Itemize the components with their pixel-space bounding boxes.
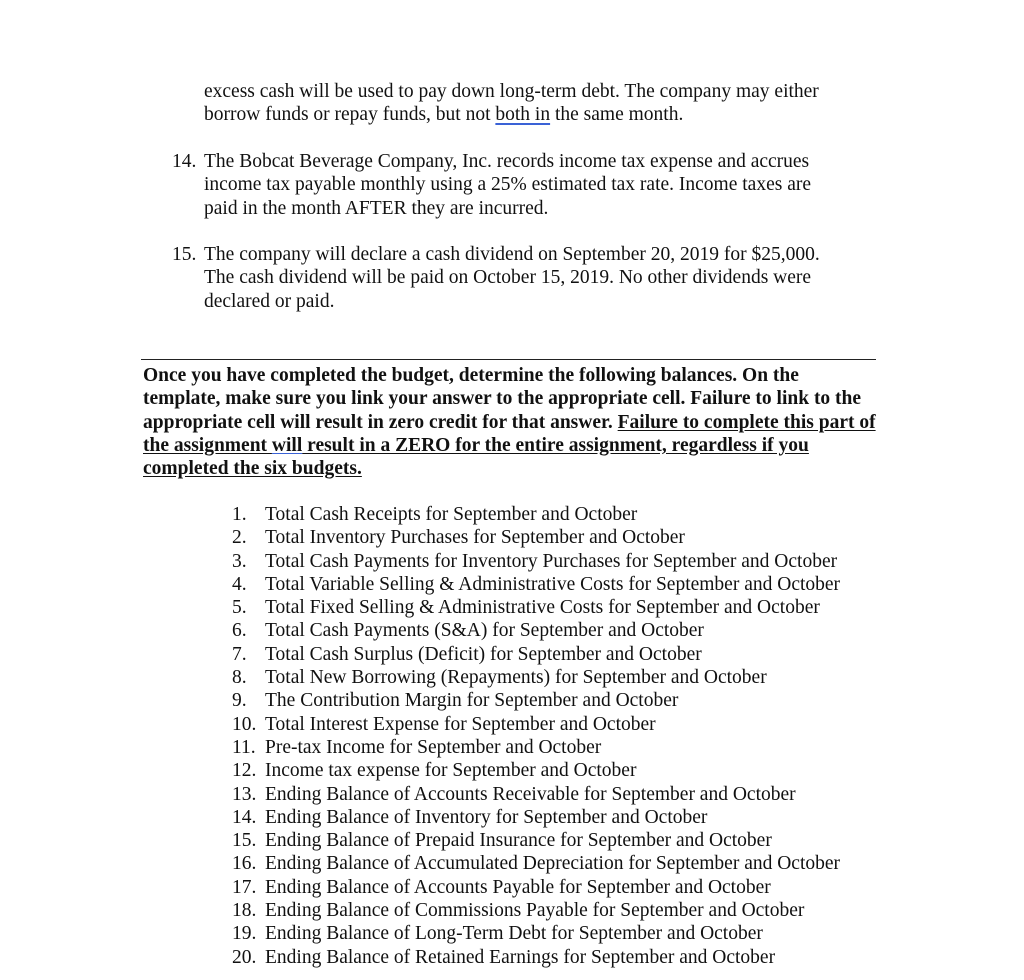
list-text: Ending Balance of Accounts Payable for September and October [265,876,771,898]
list-text: Total Variable Selling & Administrative Costs for September and October [265,573,841,595]
list-text: Pre-tax Income for September and October [265,736,602,758]
list-number: 16. [232,853,257,875]
list-item [232,736,892,759]
list-item [232,689,892,712]
list-number: 9. [232,690,247,712]
list-text: Total Fixed Selling & Administrative Costs for September and October [265,597,820,619]
item-line: The company will declare a cash dividend on September 20, 2019 for $25,000. [204,244,820,265]
list-number: 18. [232,900,257,922]
list-text: Total Interest Expense for September and October [265,713,656,735]
list-text: Total Cash Payments (S&A) for September and October [265,620,704,642]
list-item [232,946,892,969]
list-number: 5. [232,597,247,619]
list-number: 6. [232,620,247,642]
item-number: 14. [172,151,197,172]
intro-line-1: excess cash will be used to pay down long-term debt. The company may either [204,81,819,102]
list-number: 15. [232,830,257,852]
list-item [232,526,892,549]
list-number: 7. [232,643,247,665]
list-number: 1. [232,504,247,525]
list-text: The Contribution Margin for September and October [265,690,679,712]
list-number: 20. [232,946,257,968]
list-item [232,550,892,573]
intro-line-2-start: borrow funds or repay funds, but not [204,104,496,126]
list-text: Total Inventory Purchases for September and October [265,527,685,549]
grammar-flag-will[interactable]: will [271,434,303,456]
list-item [232,503,892,526]
item-text [204,243,884,313]
intro-line-2-end: the same month. [550,104,684,126]
list-item [232,619,892,642]
list-text: Ending Balance of Commissions Payable for September and October [265,900,805,922]
list-item [232,713,892,736]
list-item [232,783,892,806]
list-text: Ending Balance of Prepaid Insurance for September and October [265,830,772,852]
item-line: paid in the month AFTER they are incurred. [204,197,549,219]
list-item [232,852,892,875]
list-number: 19. [232,923,257,945]
list-number: 17. [232,876,257,898]
list-text: Total Cash Payments for Inventory Purchases for September and October [265,550,838,572]
intro-paragraph [204,80,904,127]
instructions-warning-start: Failure to complete this part of the assignment [143,411,876,456]
list-item [232,666,892,689]
balances-list [232,503,892,969]
list-number: 11. [232,736,256,758]
list-item [232,759,892,782]
list-text: Income tax expense for September and October [265,760,637,782]
list-item [232,922,892,945]
item-text [204,150,884,220]
list-text: Ending Balance of Retained Earnings for September and October [265,946,776,968]
instructions-text: Once you have completed the budget, determine the following balances. On the template, make sure you link your answer to the appropriate cell. Failure to link to the appropriate cell will result in zero credit for that answer. [143,365,862,433]
intro-line-2 [204,103,904,126]
list-item [232,573,892,596]
list-text: Total Cash Surplus (Deficit) for September and October [265,643,702,665]
list-text: Total New Borrowing (Repayments) for September and October [265,667,767,689]
list-item [232,876,892,899]
list-number: 3. [232,550,247,572]
list-text: Ending Balance of Accounts Receivable for September and October [265,783,796,805]
list-number: 10. [232,713,257,735]
list-text: Ending Balance of Accumulated Depreciation for September and October [265,853,841,875]
list-text: Total Cash Receipts for September and October [265,504,638,525]
item-line: The cash dividend will be paid on October 15, 2019. No other dividends were [204,267,812,289]
list-item [232,643,892,666]
list-item [232,596,892,619]
list-number: 4. [232,573,247,595]
list-item [232,829,892,852]
list-text: Ending Balance of Long-Term Debt for September and October [265,923,763,945]
list-number: 12. [232,760,257,782]
section-divider [141,359,876,360]
list-number: 2. [232,527,247,549]
list-number: 13. [232,783,257,805]
list-item [232,899,892,922]
item-line: The Bobcat Beverage Company, Inc. records income tax expense and accrues [204,151,810,172]
instructions-warning-end: result in a ZERO for the entire assignment, regardless if you completed the six budgets. [143,434,809,480]
grammar-flag-both-in[interactable]: both in [495,104,551,126]
list-number: 8. [232,667,247,689]
list-number: 14. [232,806,257,828]
instructions-paragraph [143,364,878,480]
item-line: income tax payable monthly using a 25% estimated tax rate. Income taxes are [204,174,811,196]
list-text: Ending Balance of Inventory for September and October [265,806,708,828]
list-item [232,806,892,829]
item-line: declared or paid. [204,290,335,312]
item-number: 15. [172,244,197,265]
